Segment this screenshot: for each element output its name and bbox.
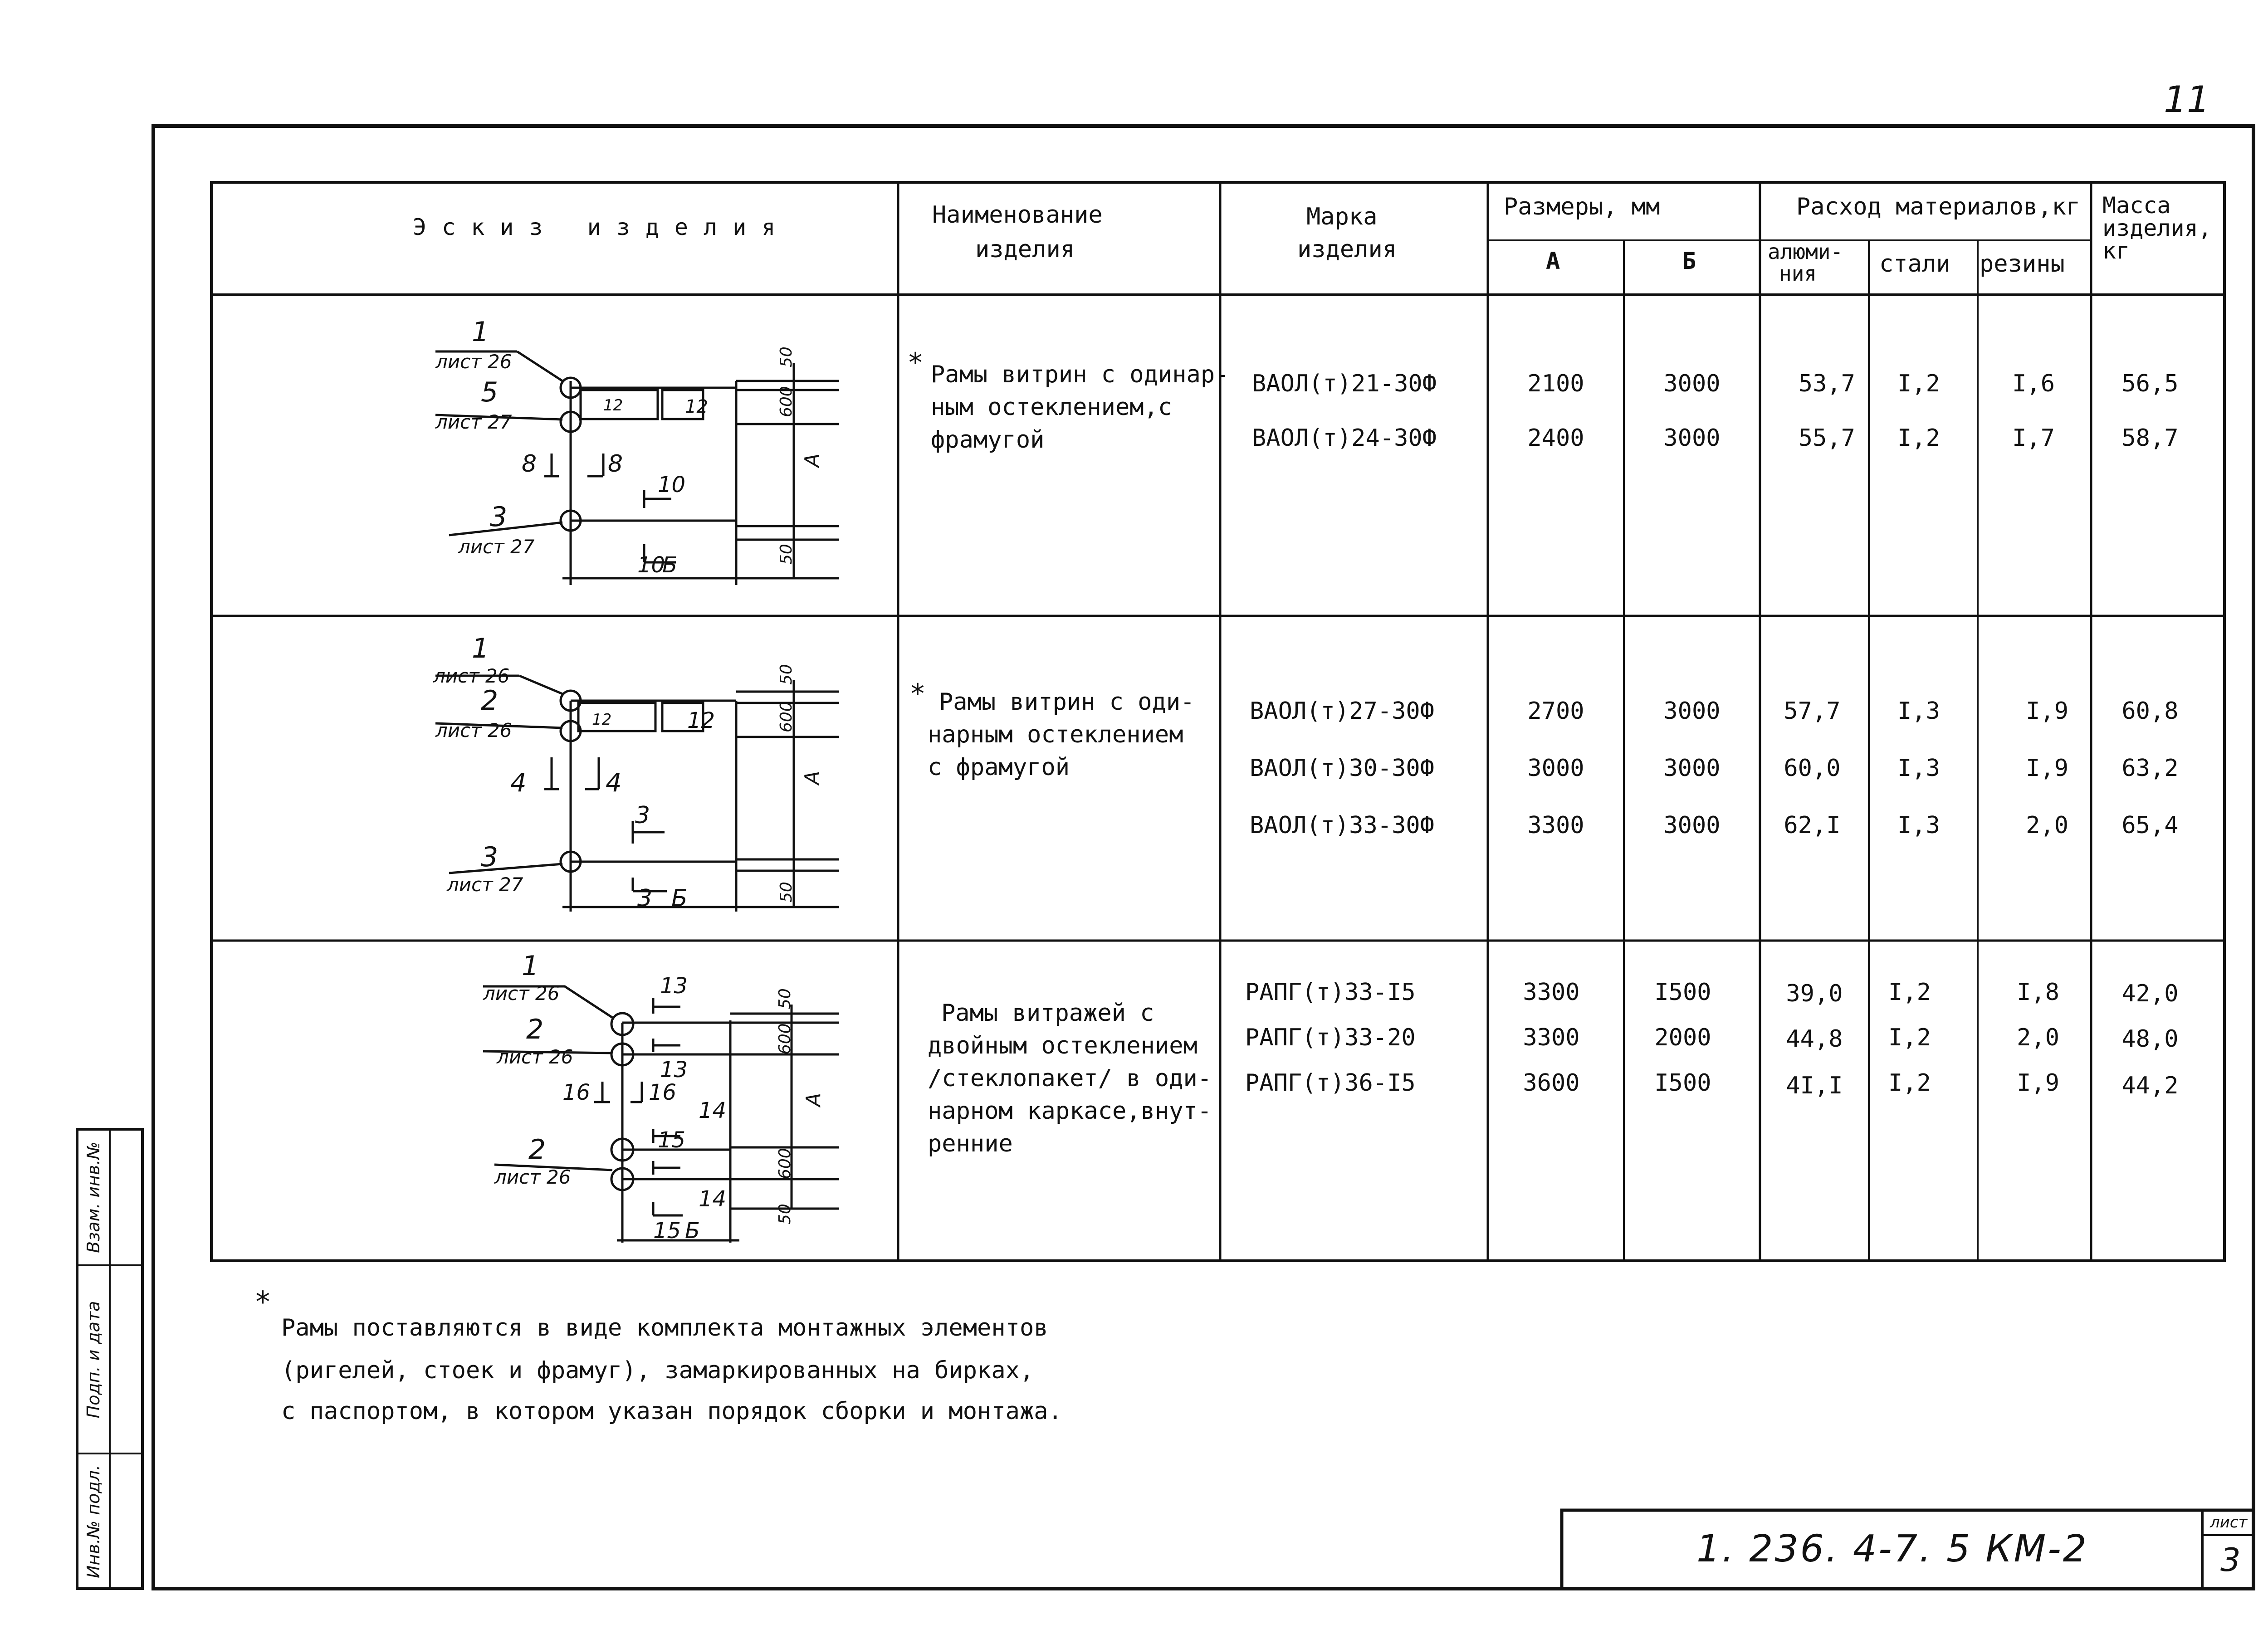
s3-cut-14a: 14 bbox=[699, 1098, 727, 1123]
header-aluminum-line1: алюми- bbox=[1768, 239, 1843, 264]
section3-name-line5: ренние bbox=[928, 1130, 1013, 1157]
s1r2-steel: I,2 bbox=[1897, 424, 1940, 452]
header-consumption: Расход материалов,кг bbox=[1796, 193, 2081, 220]
s3r2-mark: РАПГ(т)33-20 bbox=[1245, 1024, 1416, 1051]
s2-callout-3-sheet: лист 27 bbox=[447, 873, 523, 896]
s1r1-rubber: I,6 bbox=[2012, 370, 2055, 397]
s3-dim-top: 50 bbox=[776, 988, 794, 1009]
s1r1-mark: ВАОЛ(т)21-30Ф bbox=[1252, 370, 1437, 397]
s1-left-cut: 8 bbox=[522, 450, 537, 478]
s1-callout-1-sheet: лист 26 bbox=[435, 351, 512, 373]
s2-right-cut: 4 bbox=[606, 768, 622, 798]
stamp-podp-data: Подп. и дата bbox=[83, 1301, 103, 1419]
s3r3-b: I500 bbox=[1654, 1069, 1711, 1097]
s1r1-mass: 56,5 bbox=[2121, 370, 2179, 397]
s3-dim-bot: 50 bbox=[776, 1204, 794, 1224]
s3r1-steel: I,2 bbox=[1888, 979, 1931, 1006]
header-size-b: Б bbox=[1682, 248, 1696, 275]
s1r2-rubber: I,7 bbox=[2012, 424, 2055, 452]
s3-cut-15a: 15 bbox=[658, 1127, 686, 1153]
header-name-line2: изделия bbox=[975, 236, 1075, 263]
s2-callout-2-sheet: лист 26 bbox=[435, 719, 512, 741]
s2-dim-a: А bbox=[801, 771, 824, 785]
header-mark-line2: изделия bbox=[1297, 236, 1397, 263]
s2r3-steel: I,3 bbox=[1897, 812, 1940, 839]
s1-cut-bot-b: Б bbox=[662, 552, 677, 578]
s2-cut-top-1: 12 bbox=[592, 711, 612, 729]
s2r2-mass: 63,2 bbox=[2121, 755, 2179, 782]
s1r2-mass: 58,7 bbox=[2121, 424, 2179, 452]
s3r3-aluminum: 4I,I bbox=[1786, 1072, 1843, 1099]
s2-cut-top-2: 12 bbox=[687, 708, 715, 733]
s2r2-rubber: I,9 bbox=[2026, 755, 2068, 782]
s3-right-cut: 16 bbox=[649, 1080, 677, 1105]
sheet-label: лист bbox=[2210, 1513, 2248, 1532]
footnote-line3: с паспортом, в котором указан порядок сборки и монтажа. bbox=[281, 1398, 1062, 1425]
s1-dim-bot: 50 bbox=[777, 544, 796, 565]
section1-name-line3: фрамугой bbox=[931, 426, 1045, 454]
section2-asterisk: * bbox=[909, 678, 926, 710]
header-steel: стали bbox=[1879, 250, 1950, 278]
header-aluminum-line2: ния bbox=[1779, 261, 1817, 286]
s1-callout-2-number: 5 bbox=[481, 376, 499, 408]
s3r2-mass: 48,0 bbox=[2121, 1025, 2179, 1053]
s3r1-a: 3300 bbox=[1523, 979, 1580, 1006]
section3-name-line1: Рамы витражей с bbox=[941, 1000, 1154, 1027]
sheet-number: 3 bbox=[2220, 1541, 2241, 1579]
s3r2-b: 2000 bbox=[1654, 1024, 1711, 1051]
page-number-handwritten: 11 bbox=[2164, 78, 2210, 121]
s3r2-aluminum: 44,8 bbox=[1786, 1025, 1843, 1053]
s3-cut-13a: 13 bbox=[660, 973, 688, 999]
s2r2-steel: I,3 bbox=[1897, 755, 1940, 782]
section1-name-line2: ным остеклением,с bbox=[931, 394, 1173, 421]
s1-callout-1-number: 1 bbox=[472, 316, 489, 348]
s2-left-cut: 4 bbox=[510, 768, 527, 798]
s3-dim-mid1: 600 bbox=[776, 1023, 794, 1054]
s1r1-aluminum: 53,7 bbox=[1798, 370, 1855, 397]
s1-callout-3-sheet: лист 27 bbox=[458, 536, 535, 558]
s3r3-rubber: I,9 bbox=[2017, 1069, 2059, 1097]
s1-dim-a: А bbox=[801, 453, 824, 467]
header-rubber: резины bbox=[1980, 250, 2065, 278]
s2r3-a: 3300 bbox=[1527, 812, 1584, 839]
s2-callout-3-number: 3 bbox=[481, 841, 499, 873]
s2r2-mark: ВАОЛ(т)30-30Ф bbox=[1250, 755, 1434, 782]
footnote-asterisk: * bbox=[254, 1286, 272, 1319]
s3-cut-bot-b: Б bbox=[685, 1218, 700, 1244]
s1-right-cut: 8 bbox=[608, 450, 623, 478]
s3-cut-15b: 15 bbox=[653, 1218, 681, 1244]
header-size-a: А bbox=[1546, 248, 1560, 275]
s1-callout-2-sheet: лист 27 bbox=[435, 411, 512, 433]
section1-name-line1: Рамы витрин с одинар- bbox=[931, 361, 1229, 388]
s2-callout-1-sheet: лист 26 bbox=[433, 665, 510, 687]
section1-asterisk: * bbox=[907, 347, 924, 379]
s2r1-aluminum: 57,7 bbox=[1784, 697, 1841, 725]
s1-callout-3-number: 3 bbox=[490, 501, 508, 533]
s1-cut-bot: 10 bbox=[637, 552, 665, 578]
section3-name-line2: двойным остеклением bbox=[928, 1032, 1198, 1059]
s3r3-steel: I,2 bbox=[1888, 1069, 1931, 1097]
s3-callout-1-sheet: лист 26 bbox=[483, 982, 560, 1005]
footnote-line1: Рамы поставляются в виде комплекта монтажных элементов bbox=[281, 1314, 1048, 1341]
s1-dim-top: 50 bbox=[777, 346, 796, 367]
s3r3-mark: РАПГ(т)36-I5 bbox=[1245, 1069, 1416, 1097]
s2r2-aluminum: 60,0 bbox=[1784, 755, 1841, 782]
s1r2-mark: ВАОЛ(т)24-30Ф bbox=[1252, 424, 1437, 452]
s3r3-a: 3600 bbox=[1523, 1069, 1580, 1097]
s2r3-mass: 65,4 bbox=[2121, 812, 2179, 839]
section2-name-line1: Рамы витрин с оди- bbox=[939, 688, 1195, 716]
s2-dim-mid: 600 bbox=[777, 701, 796, 732]
s3-dim-mid2: 600 bbox=[776, 1148, 794, 1179]
section2-name-line2: нарным остеклением bbox=[928, 721, 1183, 748]
s2r2-b: 3000 bbox=[1663, 755, 1721, 782]
s1r1-a: 2100 bbox=[1527, 370, 1584, 397]
header-name-line1: Наименование bbox=[932, 201, 1103, 229]
s2r1-rubber: I,9 bbox=[2026, 697, 2068, 725]
section3-name-line3: /стеклопакет/ в оди- bbox=[928, 1065, 1212, 1092]
s3-dim-a: А bbox=[802, 1093, 825, 1107]
s3r2-a: 3300 bbox=[1523, 1024, 1580, 1051]
s3r1-b: I500 bbox=[1654, 979, 1711, 1006]
s2-cut-mid: 3 bbox=[635, 802, 650, 829]
s2-callout-2-number: 2 bbox=[481, 685, 499, 717]
s3-callout-3-number: 2 bbox=[528, 1134, 546, 1166]
s1r2-b: 3000 bbox=[1663, 424, 1721, 452]
s1-cut-top-2: 12 bbox=[685, 396, 708, 417]
s2r1-mass: 60,8 bbox=[2121, 697, 2179, 725]
s3-left-cut: 16 bbox=[562, 1080, 591, 1105]
s2r1-mark: ВАОЛ(т)27-30Ф bbox=[1250, 697, 1434, 725]
s2-dim-bot: 50 bbox=[777, 882, 796, 902]
s2r3-mark: ВАОЛ(т)33-30Ф bbox=[1250, 812, 1434, 839]
s2r3-b: 3000 bbox=[1663, 812, 1721, 839]
stamp-inv-podl: Инв.№ подл. bbox=[83, 1464, 103, 1579]
header-mass-line3: кг bbox=[2102, 238, 2130, 264]
s3-cut-14b: 14 bbox=[699, 1186, 727, 1212]
s2-cut-bot-b: Б bbox=[671, 885, 688, 912]
s1r2-a: 2400 bbox=[1527, 424, 1584, 452]
header-mass-line1: Масса bbox=[2102, 192, 2171, 219]
s3r3-mass: 44,2 bbox=[2121, 1072, 2179, 1099]
s3-callout-2-number: 2 bbox=[526, 1014, 544, 1045]
header-mass-line2: изделия, bbox=[2102, 215, 2212, 241]
s3-callout-3-sheet: лист 26 bbox=[494, 1166, 571, 1188]
s1r1-b: 3000 bbox=[1663, 370, 1721, 397]
s1-dim-mid: 600 bbox=[777, 386, 796, 417]
s3-callout-1-number: 1 bbox=[522, 950, 539, 982]
footnote-line2: (ригелей, стоек и фрамуг), замаркированных на бирках, bbox=[281, 1357, 1034, 1384]
s2r1-steel: I,3 bbox=[1897, 697, 1940, 725]
s1r1-steel: I,2 bbox=[1897, 370, 1940, 397]
header-mark-line1: Марка bbox=[1306, 203, 1378, 230]
s2r1-a: 2700 bbox=[1527, 697, 1584, 725]
stamp-vzam-inv: Взам. инв.№ bbox=[83, 1141, 103, 1253]
s2r2-a: 3000 bbox=[1527, 755, 1584, 782]
s3-callout-2-sheet: лист 26 bbox=[497, 1046, 573, 1068]
header-sizes: Размеры, мм bbox=[1504, 193, 1660, 220]
s3r1-aluminum: 39,0 bbox=[1786, 980, 1843, 1007]
s2r3-rubber: 2,0 bbox=[2026, 812, 2068, 839]
s3-cut-13b: 13 bbox=[660, 1057, 688, 1083]
s3r2-rubber: 2,0 bbox=[2017, 1024, 2059, 1051]
s2r1-b: 3000 bbox=[1663, 697, 1721, 725]
s3r2-steel: I,2 bbox=[1888, 1024, 1931, 1051]
s3r1-rubber: I,8 bbox=[2017, 979, 2059, 1006]
section2-name-line3: с фрамугой bbox=[928, 754, 1070, 781]
s2r3-aluminum: 62,I bbox=[1784, 812, 1841, 839]
section3-name-line4: нарном каркасе,внут- bbox=[928, 1097, 1212, 1125]
s2-cut-bot: 3 bbox=[637, 885, 653, 912]
s1r2-aluminum: 55,7 bbox=[1798, 424, 1855, 452]
s1-cut-top-1: 12 bbox=[603, 396, 623, 415]
header-sketch: Эскиз изделия bbox=[413, 214, 791, 240]
s3r1-mark: РАПГ(т)33-I5 bbox=[1245, 979, 1416, 1006]
s1-cut-mid: 10 bbox=[658, 472, 686, 498]
s3r1-mass: 42,0 bbox=[2121, 980, 2179, 1007]
doc-code: 1. 236. 4-7. 5 КМ-2 bbox=[1696, 1527, 2088, 1571]
s2-callout-1-number: 1 bbox=[472, 633, 489, 664]
s2-dim-top: 50 bbox=[777, 664, 796, 685]
